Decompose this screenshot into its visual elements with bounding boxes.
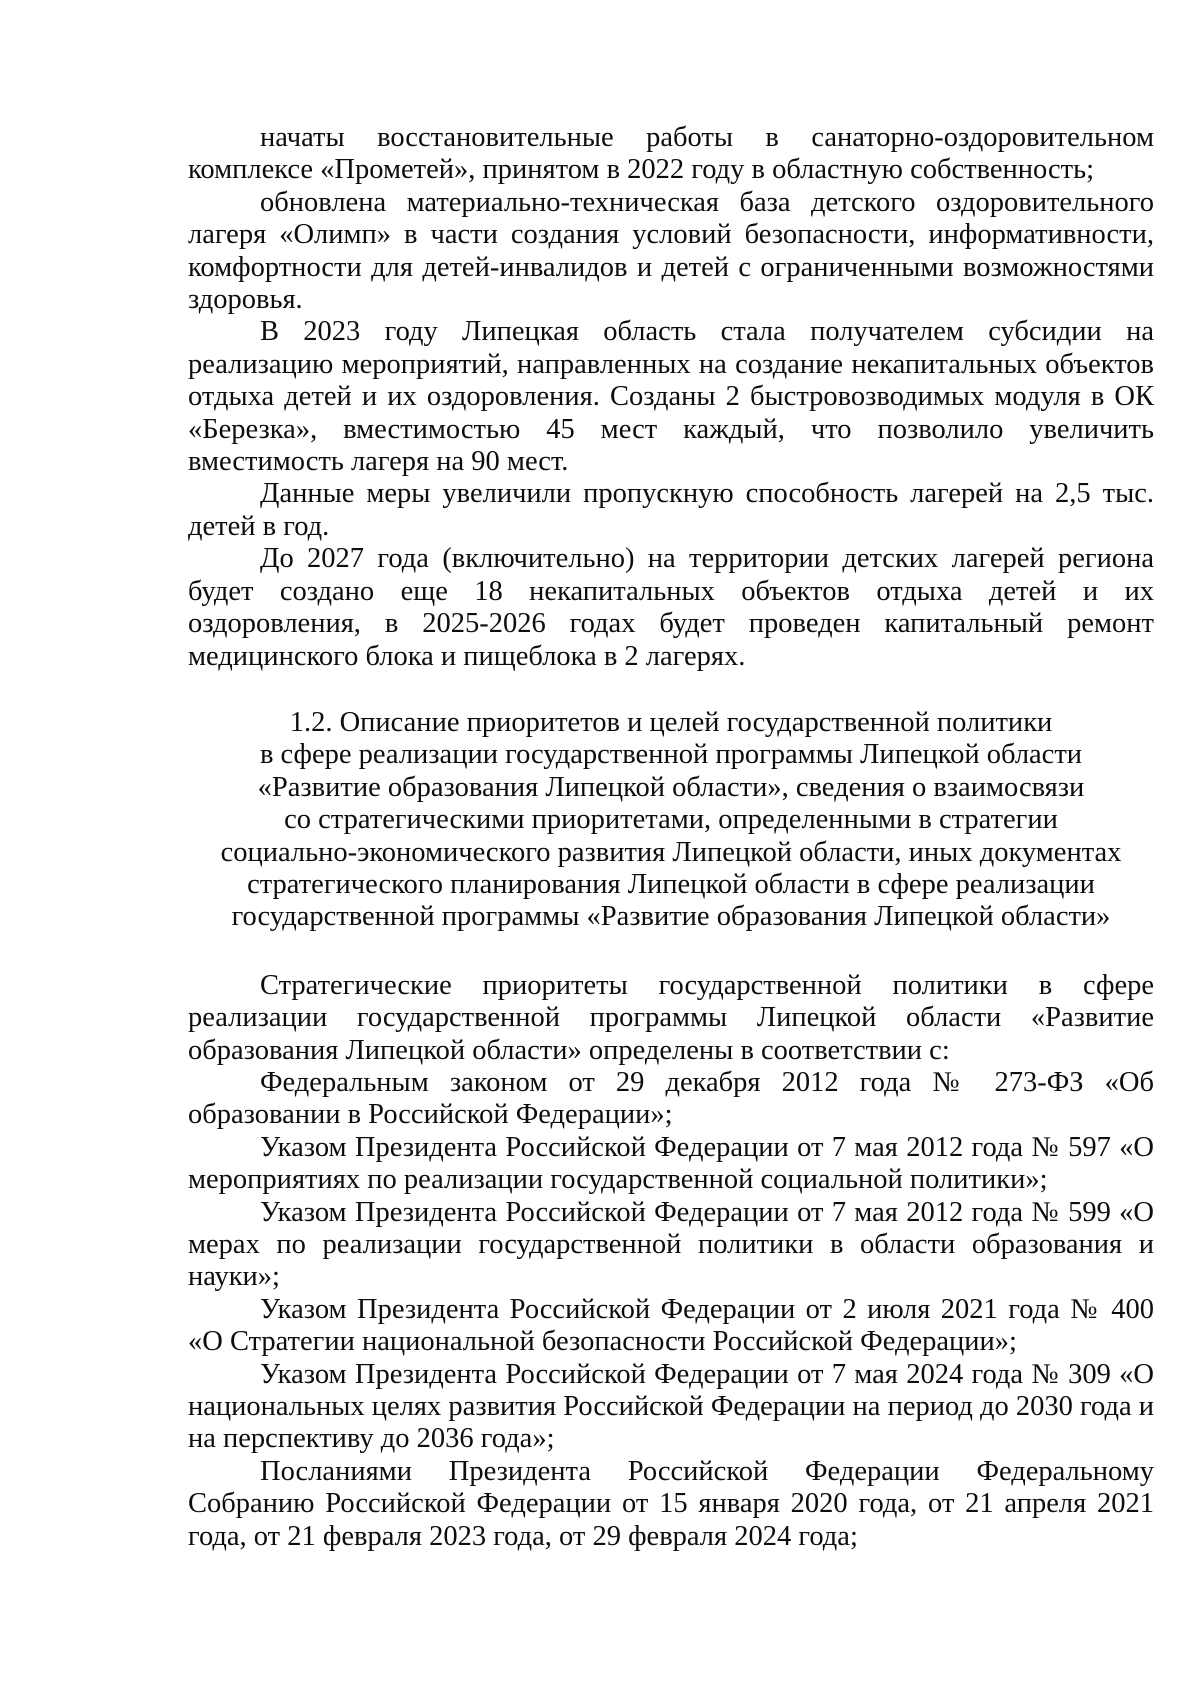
heading-line: стратегического планирования Липецкой области в сфере реализации	[247, 868, 1095, 900]
paragraph-decree-599: Указом Президента Российской Федерации от 7 мая 2012 года № 599 «О мерах по реализации государственной политики в области образования и науки»;	[188, 1196, 1154, 1293]
section-heading	[188, 707, 1154, 934]
paragraph-decree-597: Указом Президента Российской Федерации от 7 мая 2012 года № 597 «О мероприятиях по реализации государственной социальной политики»;	[188, 1131, 1154, 1196]
paragraph-prometey: начаты восстановительные работы в санаторно-оздоровительном комплексе «Прометей», принятом в 2022 году в областную собственность;	[188, 122, 1154, 186]
paragraph-subsidy-2023: В 2023 году Липецкая область стала получателем субсидии на реализацию мероприятий, направленных на создание некапитальных объектов отдыха детей и их оздоровления. Созданы 2 быстровозводимых модуля в ОК «Березка», вместимостью 45 мест каждый, что позволило увеличить вместимость лагеря на 90 мест.	[188, 316, 1154, 478]
paragraph-plans-2027: До 2027 года (включительно) на территории детских лагерей региона будет создано еще 18 некапитальных объектов отдыха детей и их оздоровления, в 2025-2026 годах будет проведен капитальный ремонт медицинского блока и пищеблока в 2 лагерях.	[188, 543, 1154, 672]
paragraph-presidential-messages: Посланиями Президента Российской Федерации Федеральному Собранию Российской Федерации от 15 января 2020 года, от 21 апреля 2021 года, от 21 февраля 2023 года, от 29 февраля 2024 года;	[188, 1455, 1154, 1552]
heading-line: со стратегическими приоритетами, определенными в стратегии	[284, 804, 1058, 836]
document-body	[188, 122, 1154, 1553]
heading-line: в сфере реализации государственной программы Липецкой области	[259, 739, 1083, 771]
paragraph-federal-law-273: Федеральным законом от 29 декабря 2012 года № 273-ФЗ «Об образовании в Российской Федерации»;	[188, 1066, 1154, 1131]
heading-line: «Развитие образования Липецкой области», сведения о взаимосвязи	[257, 771, 1085, 803]
paragraph-decree-400: Указом Президента Российской Федерации от 2 июля 2021 года № 400 «О Стратегии национальной безопасности Российской Федерации»;	[188, 1293, 1154, 1358]
paragraph-strategic-priorities: Стратегические приоритеты государственной политики в сфере реализации государственной программы Липецкой области «Развитие образования Липецкой области» определены в соответствии с:	[188, 969, 1154, 1066]
heading-line: 1.2. Описание приоритетов и целей государственной политики	[289, 706, 1053, 738]
paragraph-capacity: Данные меры увеличили пропускную способность лагерей на 2,5 тыс. детей в год.	[188, 478, 1154, 542]
heading-line: государственной программы «Развитие образования Липецкой области»	[231, 901, 1111, 933]
paragraph-olimp: обновлена материально-техническая база детского оздоровительного лагеря «Олимп» в части создания условий безопасности, информативности, комфортности для детей-инвалидов и детей с ограниченными возможностями здоровья.	[188, 186, 1154, 316]
heading-line: социально-экономического развития Липецкой области, иных документах	[220, 836, 1122, 868]
paragraph-decree-309: Указом Президента Российской Федерации от 7 мая 2024 года № 309 «О национальных целях развития Российской Федерации на период до 2030 года и на перспективу до 2036 года»;	[188, 1358, 1154, 1455]
